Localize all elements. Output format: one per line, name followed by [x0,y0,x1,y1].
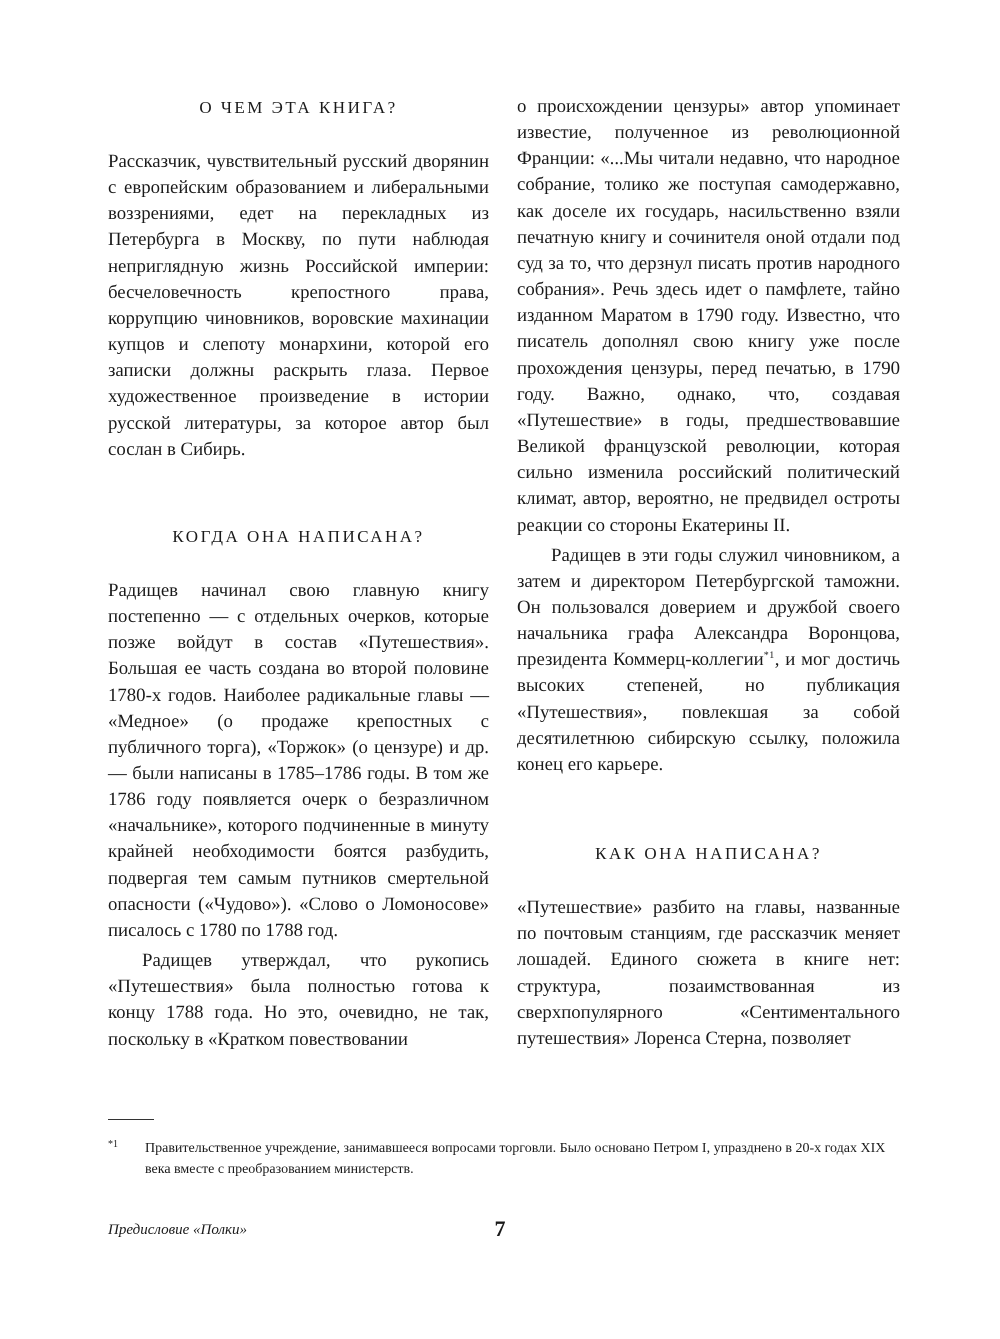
paragraph-when: Радищев начинал свою главную книгу постепенно — с отдельных очерков, которые позже войдут в состав «Путешествия». Большая ее часть создана во второй половине 1780-х годов. Наиболее радикальные главы — «Медное» (о продаже крепостных с публичного торга), «Торжок» (о цензуре) и др. — были написаны в 1785–1786 годы. В том же 1786 году появляется очерк о безразличном «начальнике», которого подчиненные в минуту крайней необходимости боятся разбудить, подвергая тем самым путников смертельной опасности («Чудово»). «Слово о Ломоносове» писалось с 1780 по 1788 год. [108,579,489,941]
paragraph-how: «Путешествие» разбито на главы, названные по почтовым станциям, где рассказчик меняет лошадей. Единого сюжета в книге нет: структура, позаимствованная из сверхпопулярного «Сентиментального путешествия» Лоренса Стерна, позволяет [517,897,900,1049]
section-heading-about: О ЧЕМ ЭТА КНИГА? [199,98,398,117]
paragraph-career [517,543,900,778]
paragraph-manuscript: Радищев утверждал, что рукопись «Путешествия» была полностью готова к концу 1788 года. Но это, очевидно, не так, поскольку в «Кратком повествовании [108,950,489,1050]
right-column [517,94,900,1052]
footnote-reference[interactable]: *1 [763,650,775,662]
section-heading-when: КОГДА ОНА НАПИСАНА? [172,526,425,546]
paragraph-about: Рассказчик, чувствительный русский дворянин с европейским образованием и либеральными воззрениями, едет на перекладных из Петербурга в Москву, по пути наблюдая неприглядную жизнь Российской империи: бесчеловечность крепостного права, коррупцию чиновников, воровские махинации купцов и слепоту монархини, которой его записки должны раскрыть глаза. Первое художественное произведение в истории русской литературы, за которое автор был сослан в Сибирь. [108,151,489,460]
career-text-start: Радищев в эти годы служил чиновником, а затем и директором Петербургской таможни. Он пользовался доверием и дружбой своего начальника графа Александра Воронцова, президента Коммерц-коллегии [517,544,900,671]
footnote-marker: *1 [108,1139,118,1150]
paragraph-censorship: о происхождении цензуры» автор упоминает известие, полученное из революционной Франции: «...Мы читали недавно, что народное собрание, толико же поступая самодержавно, как доселе их государь, насильственно взяли печатную книгу и сочинителя оной отдали под суд за то, что дерзнул писать против народного собрания». Речь здесь идет о памфлете, тайно изданном Маратом в 1790 году. Известно, что писатель дополнял свою книгу уже после прохождения цензуры, перед печатью, в 1790 году. Важно, однако, что, создавая «Путешествие» в годы, предшествовавшие Великой французской революции, которая сильно изменила российский политический климат, автор, вероятно, не предвидел остроты реакции со стороны Екатерины II. [517,96,900,536]
running-title: Предисловие «Полки» [108,1222,248,1238]
career-text-end: , и мог достичь высоких степеней, но публикация «Путешествия», повлекшая за собой десятилетнюю сибирскую ссылку, положила конец его карьере. [517,649,900,775]
section-heading-how: КАК ОНА НАПИСАНА? [595,844,822,864]
footnote [108,1138,898,1180]
footnote-divider [108,1119,154,1120]
left-column [108,94,489,1053]
page-number: 7 [494,1216,506,1241]
footnote-text: Правительственное учреждение, занимавшееся вопросами торговли. Было основано Петром I, упразднено в 20-х годах XIX века вместе с преобразованием министерств. [145,1141,886,1177]
